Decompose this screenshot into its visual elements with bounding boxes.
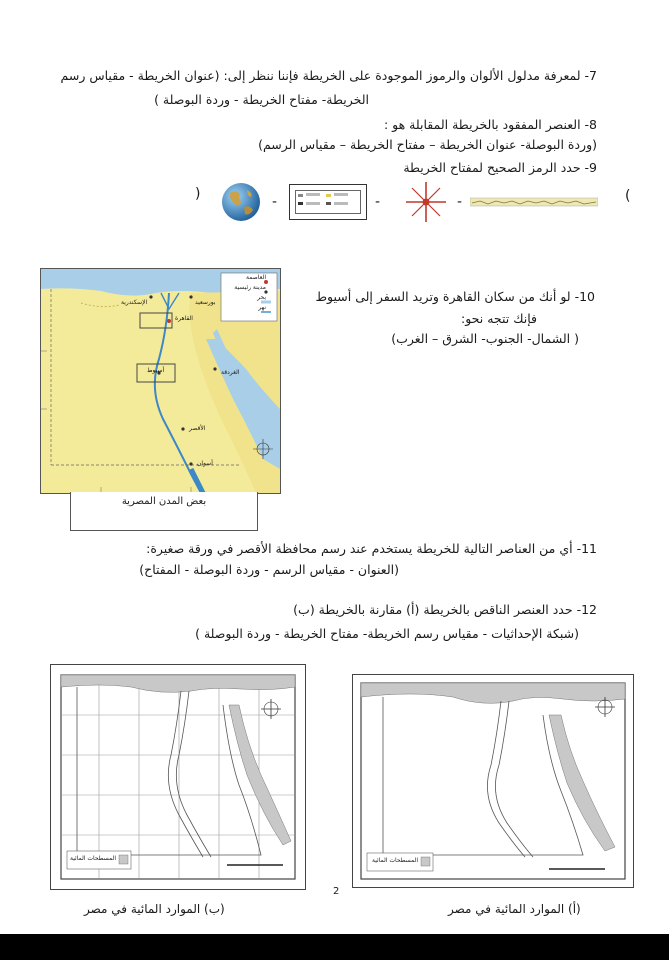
q10-line2: فإنك تتجه نحو: bbox=[461, 311, 537, 326]
map-b-legend-label: المسطحات المائية bbox=[70, 855, 116, 862]
q9-open-paren: ) bbox=[195, 186, 201, 202]
city-label: الغردقة bbox=[221, 369, 240, 376]
city-label: أسوان bbox=[197, 460, 213, 467]
legend-item: العاصمة bbox=[246, 274, 266, 281]
q8-line2: (وردة البوصلة- عنوان الخريطة – مفتاح الخريطة – مقياس الرسم) bbox=[258, 137, 597, 152]
q7-line2: الخريطة- مفتاح الخريطة - وردة البوصلة ) bbox=[154, 92, 369, 107]
map-a-caption: (أ) الموارد المائية في مصر bbox=[448, 902, 581, 916]
compass-rose-icon bbox=[404, 180, 448, 224]
globe-icon bbox=[220, 181, 262, 223]
map-legend bbox=[234, 273, 266, 313]
map-caption-box bbox=[70, 492, 258, 531]
dash: - bbox=[272, 194, 278, 210]
q10-line3: ( الشمال- الجنوب- الشرق – الغرب) bbox=[391, 331, 579, 346]
legend-item: بحر bbox=[257, 294, 266, 301]
city-label: أسيوط bbox=[147, 367, 165, 374]
scale-bar-symbol bbox=[470, 194, 598, 208]
dash: - bbox=[375, 194, 381, 210]
map-a-legend-label: المسطحات المائية bbox=[372, 857, 418, 864]
q9-close-paren: ( bbox=[625, 188, 631, 204]
map-key-symbol bbox=[289, 184, 367, 220]
city-label: القاهرة bbox=[175, 315, 193, 322]
city-label: الأقصر bbox=[189, 425, 206, 432]
q11-line2: (العنوان - مقياس الرسم - وردة البوصلة - المفتاح) bbox=[139, 562, 399, 577]
q12-line2: (شبكة الإحداثيات - مقياس رسم الخريطة- مفتاح الخريطة - وردة البوصلة ) bbox=[195, 626, 579, 641]
egypt-cities-map bbox=[40, 268, 281, 494]
map-caption: بعض المدن المصرية bbox=[121, 496, 207, 507]
legend-item: مدينة رئيسية bbox=[234, 284, 266, 291]
q12-line1: 12- حدد العنصر الناقص بالخريطة (أ) مقارنة بالخريطة (ب) bbox=[293, 602, 597, 617]
bottom-black-bar bbox=[0, 934, 669, 960]
map-b-with-grid bbox=[50, 664, 306, 890]
q11-line1: 11- أي من العناصر التالية للخريطة يستخدم عند رسم محافظة الأقصر في ورقة صغيرة: bbox=[146, 541, 597, 556]
q9-line1: 9- حدد الرمز الصحيح لمفتاح الخريطة bbox=[403, 160, 597, 175]
q7-line1: 7- لمعرفة مدلول الألوان والرموز الموجودة على الخريطة فإننا ننظر إلى: (عنوان الخريطة - مقياس رسم bbox=[60, 68, 597, 83]
page-number: 2 bbox=[333, 886, 340, 897]
legend-item: نهر bbox=[258, 304, 266, 311]
map-a-no-grid bbox=[352, 674, 634, 888]
q8-line1: 8- العنصر المفقود بالخريطة المقابلة هو : bbox=[383, 117, 597, 132]
map-b-caption: (ب) الموارد المائية في مصر bbox=[84, 902, 225, 916]
dash: - bbox=[457, 194, 463, 210]
q10-line1: 10- لو أنك من سكان القاهرة وتريد السفر إلى أسيوط bbox=[315, 289, 595, 304]
city-label: الإسكندرية bbox=[121, 299, 148, 306]
city-label: بورسعيد bbox=[195, 299, 216, 306]
